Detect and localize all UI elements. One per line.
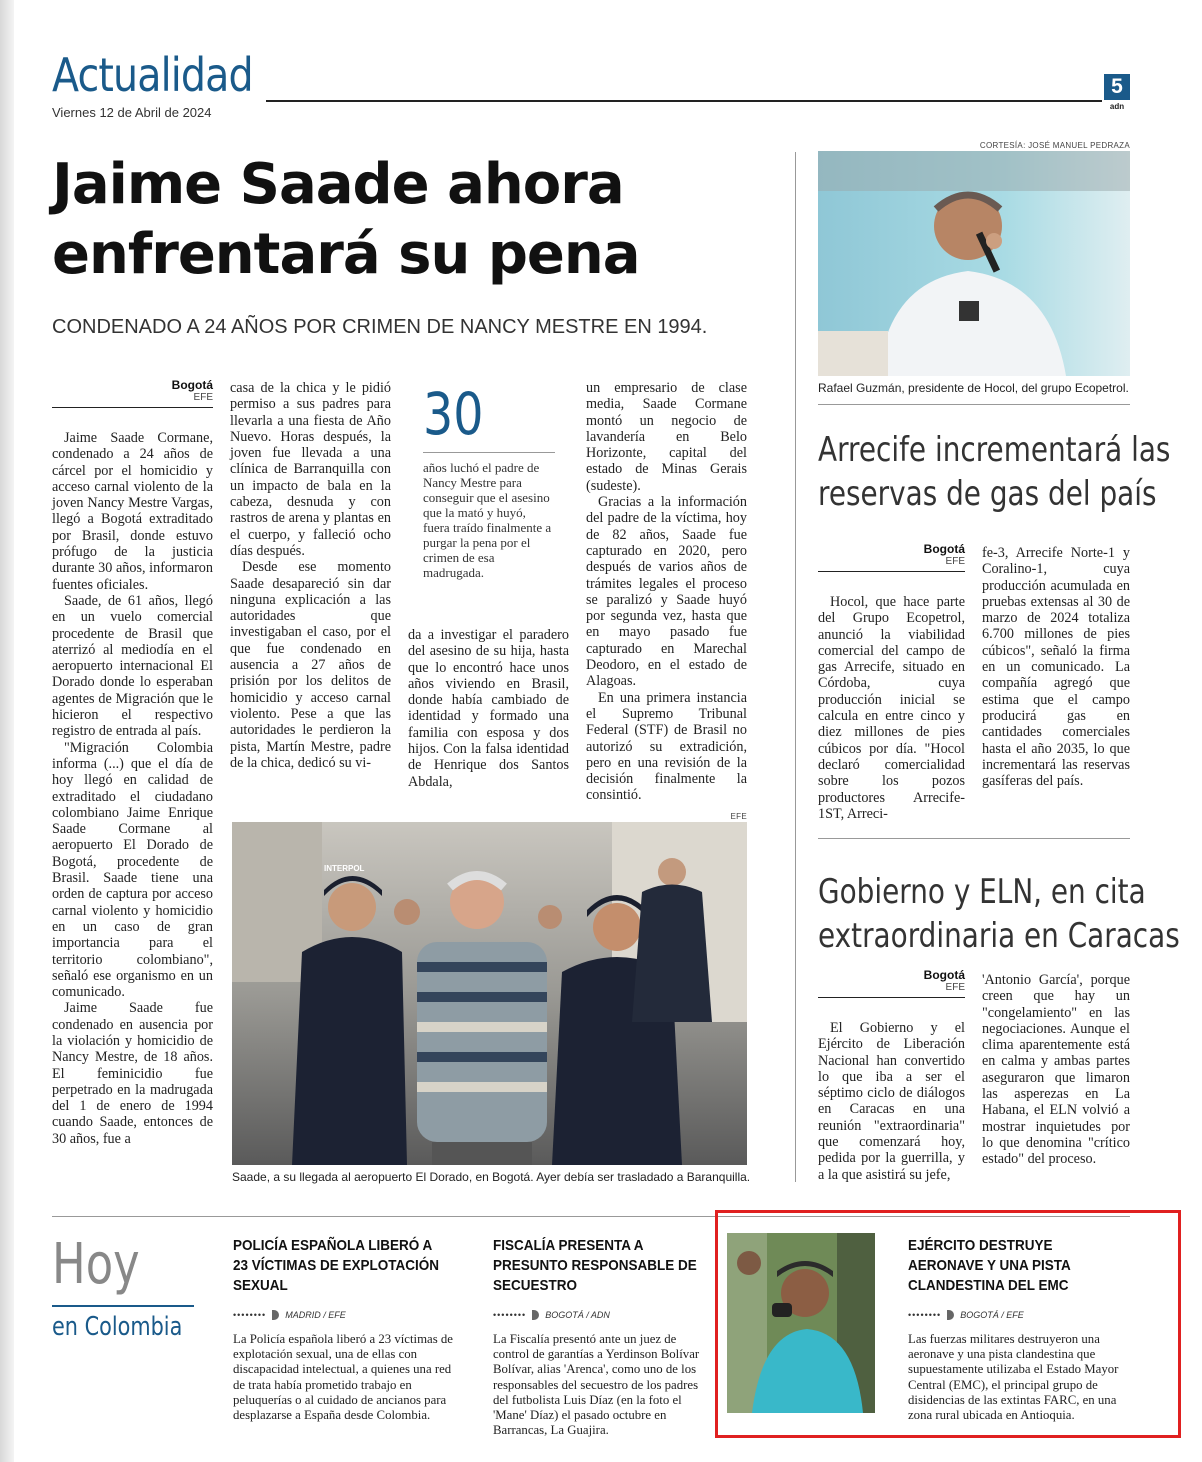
byline-text: BOGOTÁ / ADN (545, 1310, 610, 1320)
byline-dots: •••••••• (493, 1310, 527, 1320)
side-headline-1 (818, 428, 1170, 516)
byline-rule (818, 997, 965, 998)
side-headline-2 (818, 870, 1180, 958)
header-rule (266, 100, 1102, 102)
brand-logo: adn (1109, 102, 1125, 111)
paragraph: Hocol, que hace parte del Grupo Ecopetrol, anunció la viabilidad comercial del campo de gas Arrecife, situado en Córdoba, cuya producción inicial se calcula en entre cinco y diez millones de pies cúbicos por día. "Hocol declaró comercialidad sobre los pozos productores Arrecife-1ST, Arreci- (818, 594, 965, 822)
byline-city: Bogotá (171, 378, 213, 392)
side-photo-caption: Rafael Guzmán, presidente de Hocol, del grupo Ecopetrol. (818, 381, 1129, 395)
side-photo-credit: CORTESÍA: JOSÉ MANUEL PEDRAZA (979, 141, 1130, 150)
paragraph: Jaime Saade Cormane, condenado a 24 años de cárcel por el homicidio y acceso carnal violento de la joven Nancy Mestre Vargas, llegó a Bogotá extraditado por Brasil, donde estuvo prófugo de la justicia durante 30 años, informaron fuentes oficiales. (52, 430, 213, 593)
brief-body: La Fiscalía presentó ante un juez de control de garantías a Yerdinson Bolívar Bolívar, alias 'Arenca', como uno de los responsables del secuestro de los padres del futbolista Luis Díaz (en la foto el 'Mane' Díaz) el pasado octubre en Barrancas, La Guajira. (493, 1332, 700, 1438)
paragraph: un empresario de clase media, Saade Cormane montó un negocio de lavandería en Belo Horizonte, capital del estado de Minas Gerais (sudeste). (586, 380, 747, 494)
main-byline (52, 378, 213, 403)
page-edge-shadow (0, 0, 14, 1462)
paragraph: Saade, de 61 años, llegó en un vuelo comercial procedente de Brasil que aterrizó al mediodía en el aeropuerto internacional El Dorado donde lo esperaban agentes de Migración que le hicieron el respectivo registro de entrada al país. (52, 592, 213, 740)
highlight-text: años luchó el padre de Nancy Mestre para conseguir que el asesino que la mató y huyó, fuera traído finalmente a purgar la pena por el crimen de esa madrugada. (423, 460, 552, 580)
byline-text: BOGOTÁ / EFE (960, 1310, 1024, 1320)
main-column-2 (230, 380, 391, 771)
brief-body: La Policía española liberó a 23 víctimas de explotación sexual, una de ellas con discapacidad intelectual, a quienes una red de trata había prometido trabajo en peluquerías o al cuidado de ancianos para desplazarse a España desde Colombia. (233, 1332, 453, 1423)
brief-2 (493, 1236, 705, 1438)
side-byline-1 (818, 542, 965, 567)
paragraph: Jaime Saade fue condenado en ausencia por la violación y homicidio de Nancy Mestre, de 18 años. El feminicidio fue perpetrado en la madrugada del 1 de enero de 1994 cuando Saade, entonces de 30 años, fue a (52, 1000, 213, 1147)
paragraph: fe-3, Arrecife Norte-1 y Coralino-1, cuya producción acumulada en pruebas extensas al 30 de marzo de 2024 totaliza 6.700 millones de pies cúbicos", señaló la firma en un comunicado. La compañía agregó que estima que el campo producirá gas en cantidades comerciales hasta el año 2035, lo que incrementará las reservas gasíferas del país. (982, 545, 1130, 790)
main-column-1 (52, 430, 213, 1147)
main-headline: Jaime Saade ahora enfrentará su pena (52, 152, 640, 287)
brief-1 (233, 1236, 455, 1423)
paragraph: En una primera instancia el Supremo Tribunal Federal (STF) de Brasil no autorizó su extradición, pero en una revisión de la decisión finalmente la consintió. (586, 689, 747, 804)
speaker-portrait-illustration (818, 151, 1130, 376)
page-number: 5 (1104, 74, 1130, 100)
paragraph: casa de la chica y le pidió permiso a sus padres para llevarla a una fiesta de Año Nuevo. Horas después, la joven fue llevada a una clínica de Barranquilla con un impacto de bala en la cabeza, desnuda y con rastros de arena y plantas en el cuerpo, y falleció ocho días después. (230, 380, 391, 559)
main-photo-credit: EFE (730, 812, 747, 821)
brief-headline: POLICÍA ESPAÑOLA LIBERÓ A 23 VÍCTIMAS DE EXPLOTACIÓN SEXUAL (233, 1237, 440, 1294)
hoy-title: Hoy (52, 1232, 140, 1297)
speaker-icon (272, 1310, 279, 1320)
brief-body: Las fuerzas militares destruyeron una aeronave y una pista clandestina que supuestamente utilizaba el Estado Mayor Central (EMC), el principal grupo de disidencias de las extintas FARC, en una zona rural ubicada en Antioquia. (908, 1332, 1119, 1423)
side-byline-2 (818, 968, 965, 993)
paragraph: "Migración Colombia informa (...) que el día de hoy llegó en calidad de extraditado el ciudadano colombiano Jaime Enrique Saade Cormane al aeropuerto El Dorado de Bogotá, procedente de Brasil. Saade tiene una orden de captura por acceso carnal violento y homicidio en un caso de gran importancia para el territorio colombiano", señaló ese organismo en un comunicado. (52, 739, 213, 1001)
byline-dots: •••••••• (233, 1310, 267, 1320)
paragraph: Gracias a la información del padre de la víctima, hoy de 82 años, Saade fue capturado en 2020, pero después de varios años de trámites legales el proceso se paralizó y Saade huyó por segunda vez, hasta que en mayo pasado fue capturado en Marechal Deodoro, en el estado de Alagoas. (586, 494, 747, 690)
hoy-underline (52, 1305, 194, 1307)
byline-city: Bogotá (923, 968, 965, 982)
side-2-column-2 (982, 972, 1130, 1168)
brief-headline: EJÉRCITO DESTRUYE AERONAVE Y UNA PISTA CLANDESTINA DEL EMC (908, 1237, 1071, 1294)
byline-rule (52, 407, 213, 408)
brief-byline (233, 1310, 455, 1320)
byline-agency: EFE (945, 982, 965, 993)
column-divider (795, 152, 796, 1182)
paragraph: 'Antonio García', porque creen que hay un "congelamiento" en las negociaciones. Aunque el clima aparentemente está en calma y ambas partes aseguraron que limaron las asperezas en La Habana, el ELN volvió a mostrar inquietudes por lo que denomina "crítico estado" del proceso. (982, 972, 1130, 1168)
airport-arrival-illustration (232, 822, 747, 1165)
highlight-number: 30 (423, 380, 484, 448)
side-photo (818, 151, 1130, 376)
headline-line: reservas de gas del país (818, 474, 1157, 514)
side-1-column-2 (982, 545, 1130, 789)
headline-line: extraordinaria en Caracas (818, 916, 1180, 956)
side-divider (818, 404, 1130, 405)
hoy-subtitle: en Colombia (52, 1312, 183, 1342)
section-title: Actualidad (52, 48, 253, 102)
main-photo-caption: Saade, a su llegada al aeropuerto El Dorado, en Bogotá. Ayer debía ser trasladado a Baranquilla. (232, 1170, 751, 1184)
headline-line: Gobierno y ELN, en cita (818, 872, 1146, 912)
byline-text: MADRID / EFE (285, 1310, 346, 1320)
paragraph: da a investigar el paradero del asesino de su hija, hasta que lo encontró hace unos años viviendo en Brasil, donde había cambiado de identidad y formado una familia con esposa y dos hijos. Con la falsa identidad de Henrique dos Santos Abdala, (408, 627, 569, 790)
paragraph: El Gobierno y el Ejército de Liberación Nacional han convertido lo que iba a ser el séptimo ciclo de diálogos en Caracas en una reunión "extraordinaria" que comenzará hoy, pedida por la guerrilla, y a la que asistirá su jefe, (818, 1020, 965, 1183)
highlight-rule (423, 452, 555, 453)
headline-line: Arrecife incrementará las (818, 430, 1171, 470)
brief-headline: FISCALÍA PRESENTA A PRESUNTO RESPONSABLE DE SECUESTRO (493, 1237, 697, 1294)
side-divider (818, 838, 1130, 839)
byline-city: Bogotá (923, 542, 965, 556)
side-2-column-1 (818, 1020, 965, 1183)
side-1-column-1 (818, 594, 965, 822)
main-column-3 (408, 627, 569, 790)
brief-byline (493, 1310, 705, 1320)
main-column-4 (586, 380, 747, 804)
byline-rule (818, 571, 965, 572)
highlight-box (715, 1210, 1181, 1438)
publication-date: Viernes 12 de Abril de 2024 (52, 105, 212, 120)
byline-dots: •••••••• (908, 1310, 942, 1320)
main-photo (232, 822, 747, 1165)
byline-agency: EFE (193, 392, 213, 403)
main-subheadline: CONDENADO A 24 AÑOS POR CRIMEN DE NANCY MESTRE EN 1994. (52, 316, 708, 338)
interpol-badge: INTERPOL (324, 864, 365, 873)
speaker-icon (532, 1310, 539, 1320)
paragraph: Desde ese momento Saade desapareció sin dar ninguna explicación a las autoridades que investigaban el caso, por el que fue condenado en ausencia a 27 años de prisión por los delitos de homicidio y acceso carnal violento. Pese a que las autoridades le perdieron la pista, Martín Mestre, padre de la chica, dedicó su vi- (230, 559, 391, 771)
byline-agency: EFE (945, 556, 965, 567)
